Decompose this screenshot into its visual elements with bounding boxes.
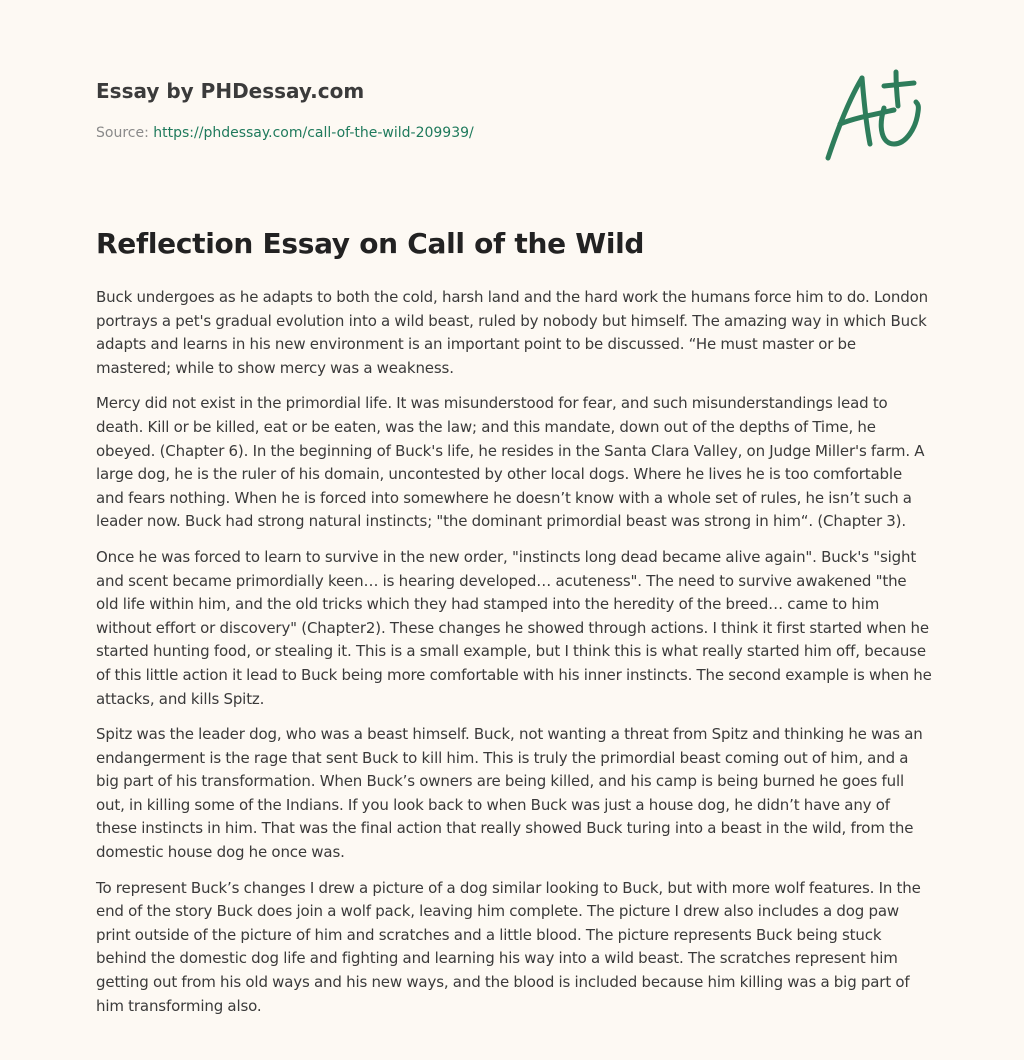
essay-paragraph: Buck undergoes as he adapts to both the cold, harsh land and the hard work the humans force him to do. London portrays a pet's gradual evolution into a wild beast, ruled by nobody but himself. The amazing way in which Buck adapts and learns in his new environment is an important point to be discussed. “He must master or be mastered; while to show mercy was a weakness. (96, 288, 929, 377)
essay-paragraph: Once he was forced to learn to survive in the new order, "instincts long dead became alive again". Buck's "sight and scent became primordially keen… is hearing developed… acuteness". The need to survive awakened "the old life within him, and the old tricks which they had stamped into the heredity of the breed… came to him without effort or discovery" (Chapter2). These changes he showed through actions. I think it first started when he started hunting food, or stealing it. This is a small example, but I think this is what really started him off, because of this little action it lead to Buck being more comfortable with his inner instincts. The second example is when he attacks, and kills Spitz. (96, 547, 932, 708)
essay-paragraph: Spitz was the leader dog, who was a beast himself. Buck, not wanting a threat from Spitz and thinking he was an endangerment is the rage that sent Buck to kill him. This is truly the primordial beast coming out of him, and a big part of his transformation. When Buck’s owners are being killed, and his camp is being burned he goes full out, in killing some of the Indians. If you look back to when Buck was just a house dog, he didn’t have any of these instincts in him. That was the final action that really showed Buck turing into a beast in the wild, from the domestic house dog he once was. (96, 725, 923, 862)
source-label: Source: (96, 125, 154, 141)
essay-paragraph: Mercy did not exist in the primordial life. It was misunderstood for fear, and such misunderstandings lead to death. Kill or be killed, eat or be eaten, was the law; and this mandate, down out of the depths of Time, he obeyed. (Chapter 6). In the beginning of Buck's life, he resides in the Santa Clara Valley, on Judge Miller's farm. A large dog, he is the ruler of his domain, uncontested by other local dogs. Where he lives he is too comfortable and fears nothing. When he is forced into somewhere he doesn’t know with a whole set of rules, he isn’t such a leader now. Buck had strong natural instincts; "the dominant primordial beast was strong in him“. (Chapter 3). (96, 394, 925, 531)
site-title: Essay by PHDessay.com (96, 79, 365, 103)
source-line (96, 124, 796, 142)
essay-body (96, 286, 932, 1030)
essay-title: Reflection Essay on Call of the Wild (96, 227, 645, 260)
header (96, 78, 796, 142)
essay-paragraph: To represent Buck’s changes I drew a picture of a dog similar looking to Buck, but with more wolf features. In the end of the story Buck does join a wolf pack, leaving him complete. The picture I drew also includes a dog paw print outside of the picture of him and scratches and a little blood. The picture represents Buck being stuck behind the domestic dog life and fighting and learning his way into a wild beast. The scratches represent him getting out from his old ways and his new ways, and the blood is included because him killing was a big part of him transforming also. (96, 878, 921, 1015)
a-plus-logo-icon (820, 66, 928, 166)
source-link[interactable]: https://phdessay.com/call-of-the-wild-209939/ (153, 125, 474, 141)
